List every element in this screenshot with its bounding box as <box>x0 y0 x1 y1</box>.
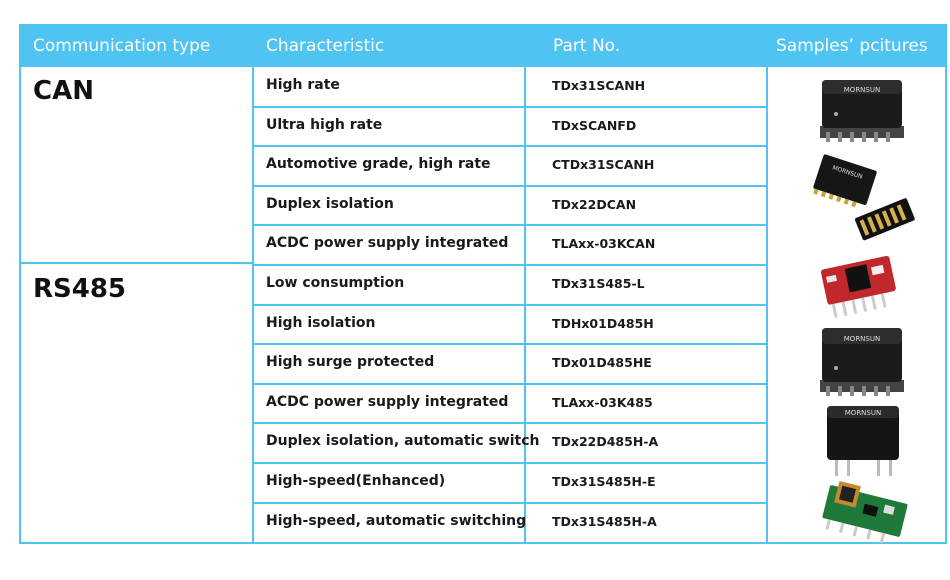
row-part-no: TDx31S485H-A <box>552 513 657 529</box>
row-characteristic: High rate <box>266 77 340 93</box>
row-characteristic: ACDC power supply integrated <box>266 235 509 252</box>
dip-module-image <box>821 400 906 480</box>
header-characteristic: Characteristic <box>254 26 524 67</box>
row-divider <box>254 304 766 306</box>
row-divider <box>254 185 766 187</box>
row-part-no: TDx22D485H-A <box>552 434 659 450</box>
header-samples: Samples’ pcitures <box>768 26 947 67</box>
row-divider <box>254 106 766 108</box>
brand-mark: MORNSUN <box>843 86 881 94</box>
module-box-image <box>816 72 911 144</box>
red-pcb-module-image <box>816 248 904 318</box>
row-characteristic: High-speed, automatic switching <box>266 512 527 529</box>
column-divider <box>524 26 526 542</box>
row-divider <box>254 462 766 464</box>
row-part-no: CTDx31SCANH <box>552 157 655 173</box>
row-divider <box>254 145 766 147</box>
header-communication-type: Communication type <box>21 26 252 67</box>
row-characteristic: Duplex isolation <box>266 195 394 212</box>
row-characteristic: Duplex isolation, automatic switch <box>266 433 540 450</box>
row-characteristic: Automotive grade, high rate <box>266 156 491 173</box>
module-box-image <box>816 320 911 400</box>
row-divider <box>254 422 766 424</box>
row-characteristic: Ultra high rate <box>266 116 383 133</box>
row-part-no: TDx31S485H-E <box>552 474 656 489</box>
row-characteristic: High isolation <box>266 314 376 331</box>
brand-mark: MORNSUN <box>843 335 881 343</box>
row-characteristic: ACDC power supply integrated <box>266 393 509 410</box>
group-divider <box>21 262 252 264</box>
row-divider <box>254 383 766 385</box>
brand-mark: MORNSUN <box>844 409 882 417</box>
product-table <box>19 24 947 544</box>
column-divider <box>766 26 768 542</box>
group-divider <box>254 264 766 266</box>
group-label-can: CAN <box>33 76 94 106</box>
row-characteristic: High-speed(Enhanced) <box>266 473 446 489</box>
group-label-rs485: RS485 <box>33 274 127 304</box>
row-part-no: TDx31S485-L <box>552 276 645 291</box>
header-part-no: Part No. <box>526 26 766 67</box>
row-characteristic: Low consumption <box>266 275 405 291</box>
row-characteristic: High surge protected <box>266 354 435 371</box>
row-part-no: TDx01D485HE <box>552 355 652 371</box>
row-part-no: TLAxx-03KCAN <box>552 236 656 252</box>
row-divider <box>254 343 766 345</box>
row-divider <box>254 502 766 504</box>
row-divider <box>254 224 766 226</box>
row-part-no: TDHx01D485H <box>552 315 654 331</box>
row-part-no: TDxSCANFD <box>552 117 637 133</box>
column-divider <box>252 26 254 542</box>
smd-chip-image <box>811 148 916 248</box>
row-part-no: TDx22DCAN <box>552 196 637 212</box>
row-part-no: TLAxx-03K485 <box>552 394 653 410</box>
row-part-no: TDx31SCANH <box>552 78 646 93</box>
brand-mark: MORNSUN <box>831 164 864 181</box>
green-pcb-module-image <box>819 478 911 544</box>
